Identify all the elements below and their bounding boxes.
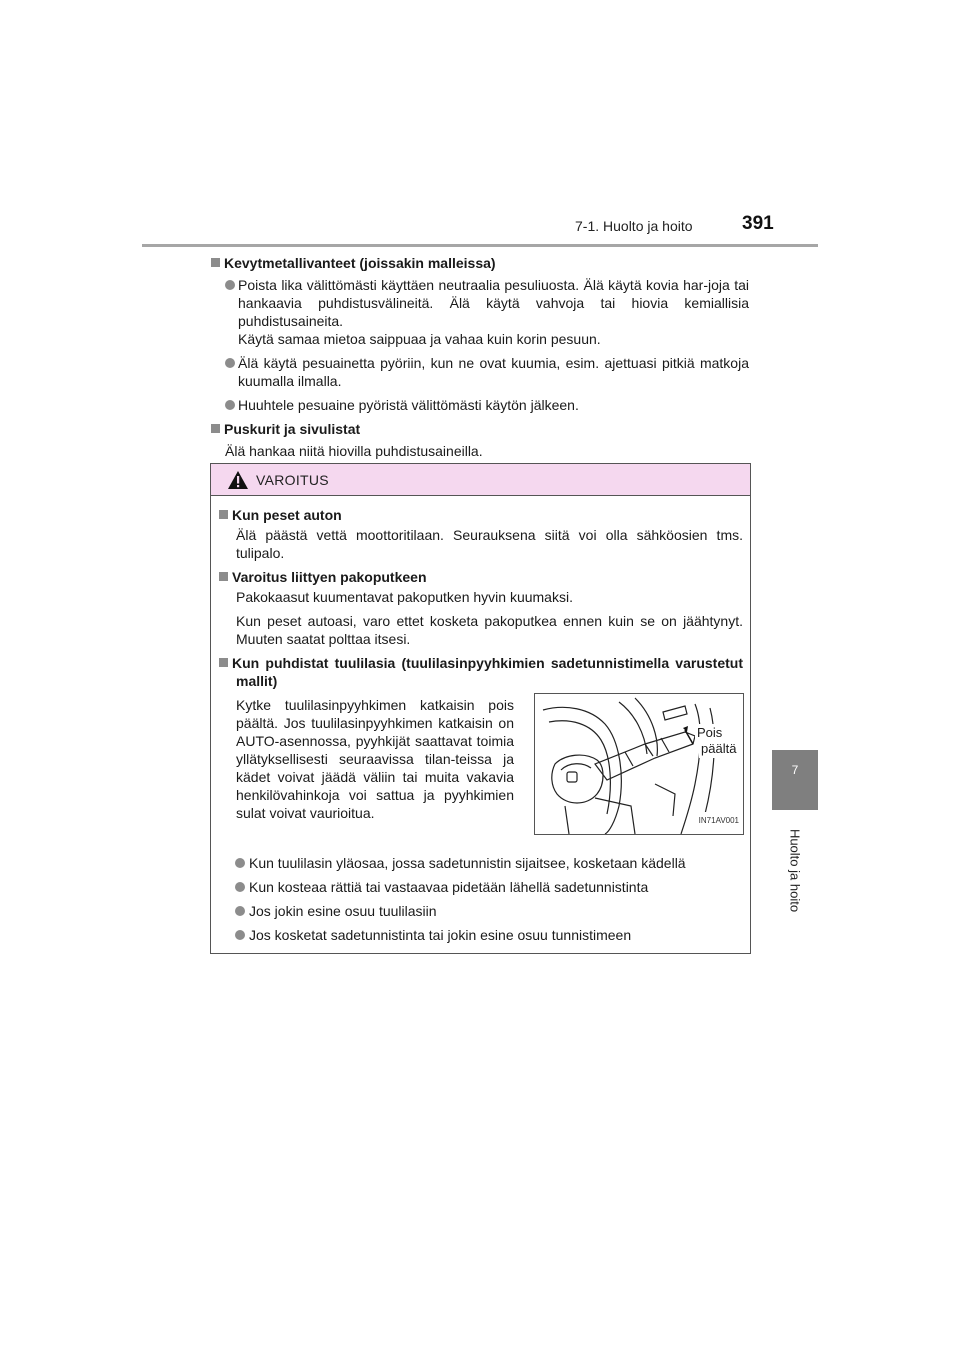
round-bullet-icon — [235, 882, 245, 892]
list-item: Jos kosketat sadetunnistinta tai jokin esine osuu tunnistimeen — [219, 926, 743, 944]
round-bullet-icon — [225, 280, 235, 290]
warning-heading-wash: Kun peset auton — [219, 506, 743, 524]
list-item: Älä käytä pesuainetta pyöriin, kun ne ovat kuumia, esim. ajettuasi pitkiä matkoja kuumalla ilmalla. — [211, 354, 749, 390]
section-heading-bumpers: Puskurit ja sivulistat — [211, 420, 749, 438]
warning-heading-exhaust: Varoitus liittyen pakoputkeen — [219, 568, 743, 586]
round-bullet-icon — [235, 930, 245, 940]
list-item: Kun tuulilasin yläosaa, jossa sadetunnistin sijaitsee, kosketaan kädellä — [219, 854, 743, 872]
header-section: 7-1. Huolto ja hoito — [575, 218, 693, 234]
bumpers-text: Älä hankaa niitä hiovilla puhdistusaineilla. — [225, 443, 483, 459]
warning-text-exhaust-2: Kun peset autoasi, varo ettet kosketa pakoputkea ennen kuin se on jäähtynyt. Muuten saatat polttaa itsesi. — [236, 613, 743, 647]
wiper-switch-illustration — [534, 693, 744, 835]
warning-text-wash: Älä päästä vettä moottoritilaan. Seurauksena siitä voi olla sähköosien tms. tulipalo. — [236, 527, 743, 561]
warning-label: VAROITUS — [256, 472, 329, 488]
square-bullet-icon — [211, 424, 220, 433]
chapter-title-vertical — [772, 818, 818, 928]
warning-box — [210, 463, 751, 954]
square-bullet-icon — [219, 572, 228, 581]
warning-text-windshield: Kytke tuulilasinpyyhkimen katkaisin pois päältä. Jos tuulilasinpyyhkimen katkaisin on AUTO-asennossa, pyyhkijät saattavat toimia yllätyksellisesti seuraavissa tilan-teissa ja kädet voivat jäädä väliin tai muita vakavia henkilövahinkoja voi sattua ja pyyhkimien sulat voivat vaurioitua. — [236, 697, 514, 821]
windshield-section — [219, 696, 743, 846]
square-bullet-icon — [219, 658, 228, 667]
round-bullet-icon — [225, 358, 235, 368]
list-item: Huuhtele pesuaine pyöristä välittömästi käytön jälkeen. — [211, 396, 749, 414]
warning-text-exhaust-1: Pakokaasut kuumentavat pakoputken hyvin kuumaksi. — [236, 589, 573, 605]
warning-heading-windshield: Kun puhdistat tuulilasia (tuulilasinpyyhkimien sadetunnistimella varustetut mallit) — [219, 654, 743, 690]
chapter-tab — [772, 750, 818, 810]
square-bullet-icon — [211, 258, 220, 267]
round-bullet-icon — [225, 400, 235, 410]
section-heading-alloy: Kevytmetallivanteet (joissakin malleissa) — [211, 254, 749, 272]
chapter-title: Huolto ja hoito — [787, 828, 803, 913]
header-rule — [142, 244, 818, 247]
list-item: Jos jokin esine osuu tuulilasiin — [219, 902, 743, 920]
round-bullet-icon — [235, 906, 245, 916]
list-item: Poista lika välittömästi käyttäen neutraalia pesuliuosta. Älä käytä kovia har-joja tai hankaavia puhdistusvälineitä. Älä käytä vahvoja tai hiovia kemiallisia puhdistusaineita. Käytä samaa mietoa saippuaa ja vahaa kuin korin pesuun. — [211, 276, 749, 348]
round-bullet-icon — [235, 858, 245, 868]
warning-header — [211, 464, 750, 496]
list-item: Kun kosteaa rättiä tai vastaavaa pidetään lähellä sadetunnistinta — [219, 878, 743, 896]
chapter-number: 7 — [791, 763, 799, 777]
page-number: 391 — [742, 213, 774, 234]
figure-label-pois: Pois — [697, 725, 723, 740]
figure-code: IN71AV001 — [699, 812, 739, 830]
main-content — [211, 254, 749, 464]
figure-label-paalta: päältä — [701, 741, 737, 756]
square-bullet-icon — [219, 510, 228, 519]
warning-triangle-icon — [227, 470, 249, 490]
warning-body — [219, 506, 743, 950]
